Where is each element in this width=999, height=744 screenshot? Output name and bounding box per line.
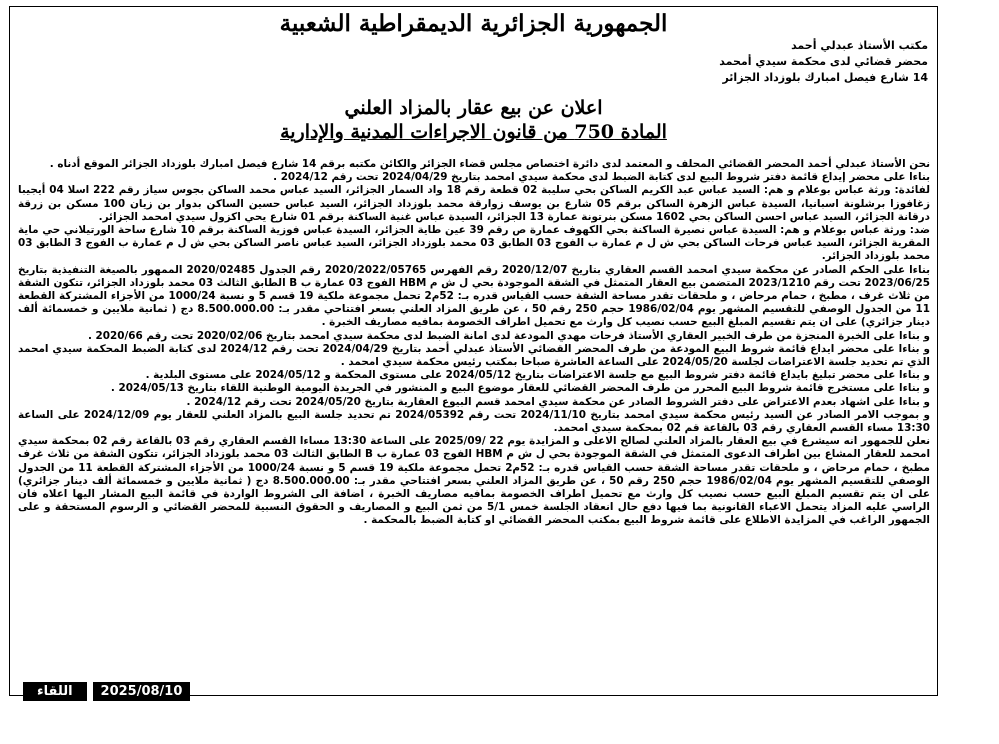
- paragraph-conditions-filing: و بناءا على محضر ايداع قائمة شروط البيع المودعة من طرف المحضر القضائي الأستاذ عبدلي أحمد بتاريخ 2024/04/29 تحت رقم 2024/12 لدى كتابة الضبط المحكمة سيدي امحمد الذي تم تحديد جلسة الاعتراضات لجلسة 2024/05/20 على الساعة العاشرة صباحا بمكتب رئيس محكمة سيدي امحمد .: [18, 342, 930, 369]
- office-name: مكتب الأستاذ عبدلي أحمد: [791, 39, 928, 52]
- paragraph-filing: بناءا على محضر إيداع قائمة دفتر شروط البيع لدى كتابة الضبط لدى محكمة سيدي امحمد بتاريخ 2024/04/29 تحت رقم 2024/12 .: [273, 171, 930, 184]
- paragraph-intro: نحن الأستاذ عبدلي أحمد المحضر القضائي المحلف و المعتمد لدى دائرة اختصاص مجلس قضاء الجزائر والكائن مكتبه برقم 14 شارع فيصل امبارك بلوزداد الجزائر الموقع أدناه .: [49, 158, 930, 170]
- paragraph-judgment: بناءا على الحكم الصادر عن محكمة سيدي امحمد القسم العقاري بتاريخ 2020/12/07 رقم الفهرس 2020/2022/05765 رقم الجدول 2020/02485 الممهور بالصيغة التنفيذية بتاريخ 2023/06/25 تحت رقم 2023/1210 المتضمن بيع العقار المتمثل في الشقة الموجودة بحي ل ش م HBM الفوج 03 عمارة ب B الطابق الثالث 03 محمد بلوزداد الجزائر، تتكون الشقة من ثلاث غرف ، مطبخ ، حمام مرحاض ، و ملحقات تقدر مساحة الشقة حسب القياس قدره بـ: 52م2 تحمل مجموعة ملكية 19 قسم 5 و نسبة 1000/24 من الأجزاء المشتركة القطعة 11 من الجدول الوصفي للتقسيم المشهر يوم 1986/02/04 حجم 250 رقم 50 ، عن طريق المزاد العلني بسعر افتتاحي مقدر بـ: 8.500.000.00 دج ( ثمانية ملايين و خمسمائة ألف دينار جزائري) على ان يتم تقسيم المبلغ البيع حسب نصيب كل وارث مع تحميل اطراف الخصومة بمافيه مصاريف الخبرة .: [18, 263, 931, 329]
- legal-announcement: [9, 6, 938, 696]
- publication-name: اللقاء: [37, 684, 73, 699]
- announcement-heading: [9, 96, 938, 144]
- announcement-article: المادة 750 من قانون الاجراءات المدنية والإدارية: [280, 121, 667, 143]
- announcement-body: [18, 158, 930, 528]
- paragraph-public-notice: نعلن للجمهور انه سيشرع في بيع العقار بالمزاد العلني لصالح الاعلى و المزايدة يوم 22 /2025/09 على الساعة 13:30 مساءا القسم العقاري رقم 03 بالقاعة رقم 02 بمحكمة سيدي امحمد للعقار المشاع بين اطراف الدعوى المتمثل في الشقة الموجودة بحي ل ش م HBM الفوج 03 عمارة ب B الطابق الثالث 03 محمد بلوزداد الجزائر، تتكون الشقة من ثلاث غرف مطبخ ، حمام مرحاض ، و ملحقات تقدر مساحة الشقة حسب القياس قدره بـ: 52م2 تحمل مجموعة ملكية 19 قسم 5 و نسبة 1000/24 من الأجزاء المشتركة القطعة 11 من الجدول الوصفي للتقسيم المشهر يوم 1986/02/04 حجم 250 رقم 50 ، عن طريق المزاد العلني بسعر افتتاحي مقدر بـ: 8.500.000.00 دج ( ثمانية ملايين و خمسمائة ألف دينار جزائري) على ان يتم تقسيم المبلغ البيع حسب نصيب كل وارث مع تحميل اطراف الخصومة بمافيه مصاريف الخبرة ، اضافة الى الشروط الواردة في قائمة البيع المشار اليها اعلاه فان الراسي عليه المزاد يتحمل الاعباء القانونية بما فيها دفع حال انعقاد الجلسة خمس 5/1 من ثمن البيع و المصاريف و الحقوق النسبية للمحضر القضائي و الرسوم المستحقة و على الجمهور الراغب في المزايدة الاطلاع على قائمة شروط البيع بمكتب المحضر القضائي او كتابة الضبط بالمحكمة .: [18, 435, 931, 527]
- republic-title: الجمهورية الجزائرية الديمقراطية الشعبية: [279, 10, 668, 37]
- paragraph-no-objection: و بناءا على اشهاد بعدم الاعتراض على دفتر الشروط الصادر عن محكمة سيدي امحمد قسم البيوع العقارية بتاريخ 2024/05/20 تحت رقم 2024/12 .: [186, 395, 930, 408]
- publication-footer: [23, 682, 190, 701]
- paragraph-plaintiffs: لفائدة: ورثة عباس بوعلام و هم: السيد عباس عبد الكريم الساكن بحي سليبة 02 قطعة رقم 18 واد السمار الجزائر، السيد عباس محمد الساكن بجوس سياز رقم 222 اسلا 04 أيجيبا زغافوزا برشلونة اسبانيا، السيدة عباس الزهرة الساكن برقم 05 شارع بن يوسف زوارقة محمد بلوزداد الجزائر، السيد عباس حسين الساكن بدوار بن زيان 100 مسكن بن زرقة درقانة الجزائر، السيد عباس احسن الساكن بحي 1602 مسكن بنرتونة عمارة 13 الجزائر، السيدة عباس غنية الساكنة برقم 01 شارع يحي اكزول سيدي امحمد الجزائر.: [18, 184, 931, 223]
- paragraph-defendants: ضد: ورثة عباس بوعلام و هم: السيدة عباس نصيرة الساكنة بحي الكهوف عمارة ص رقم 39 عين طاية الجزائر، السيدة عباس فوزية الساكنة برقم 10 شارع ساحة الورتيلاني حي ماية المقرية الجزائر، السيد عباس فرحات الساكن بحي ش ل م عمارة ب الفوج 03 الطابق 03 محمد بلوزداد الجزائر، السيد عباس ناصر الساكن بحي ش ل م عمارة ب الفوج 3 الطابق 03 محمد بلوزداد الجزائر.: [18, 224, 931, 263]
- bailiff-office-block: [719, 38, 928, 86]
- office-role: محضر قضائي لدى محكمة سيدي أمحمد: [719, 55, 928, 68]
- paragraph-order: و بموجب الامر الصادر عن السيد رئيس محكمة سيدي امحمد بتاريخ 2024/11/10 تحت رقم 2024/05392 تم تحديد جلسة البيع بالمزاد العلني للعقار يوم 2024/12/09 على الساعة 13:30 مساء القسم العقاري رقم 03 بالقاعة قم 02 بمحكمة سيدي امحمد.: [18, 408, 930, 435]
- paragraph-notification: و بناءا على محضر تبليغ بايداع قائمة دفتر شروط البيع مع جلسة الاعتراضات بتاريخ 2024/05/12 على مستوى المحكمة و 2024/05/12 على مستوى البلدية .: [145, 369, 930, 382]
- paragraph-expertise: و بناءا على الخبرة المنجزة من طرف الخبير العقاري الأستاذ فرحات مهدي المودعة لدى امانة الضبط لدى محكمة سيدي امحمد بتاريخ 2020/02/06 تحت رقم 2020/66 .: [87, 329, 930, 342]
- announcement-title: اعلان عن بيع عقار بالمزاد العلني: [344, 97, 603, 119]
- paragraph-publication: و بناءا على مستخرج قائمة شروط البيع المحرر من طرف المحضر القضائي للعقار موضوع البيع و المنشور في الجريدة اليومية الوطنية اللقاء بتاريخ 2024/05/13 .: [110, 382, 930, 395]
- office-address: 14 شارع فيصل امبارك بلوزداد الجزائر: [722, 71, 928, 84]
- publication-date: 2025/08/10: [100, 684, 183, 699]
